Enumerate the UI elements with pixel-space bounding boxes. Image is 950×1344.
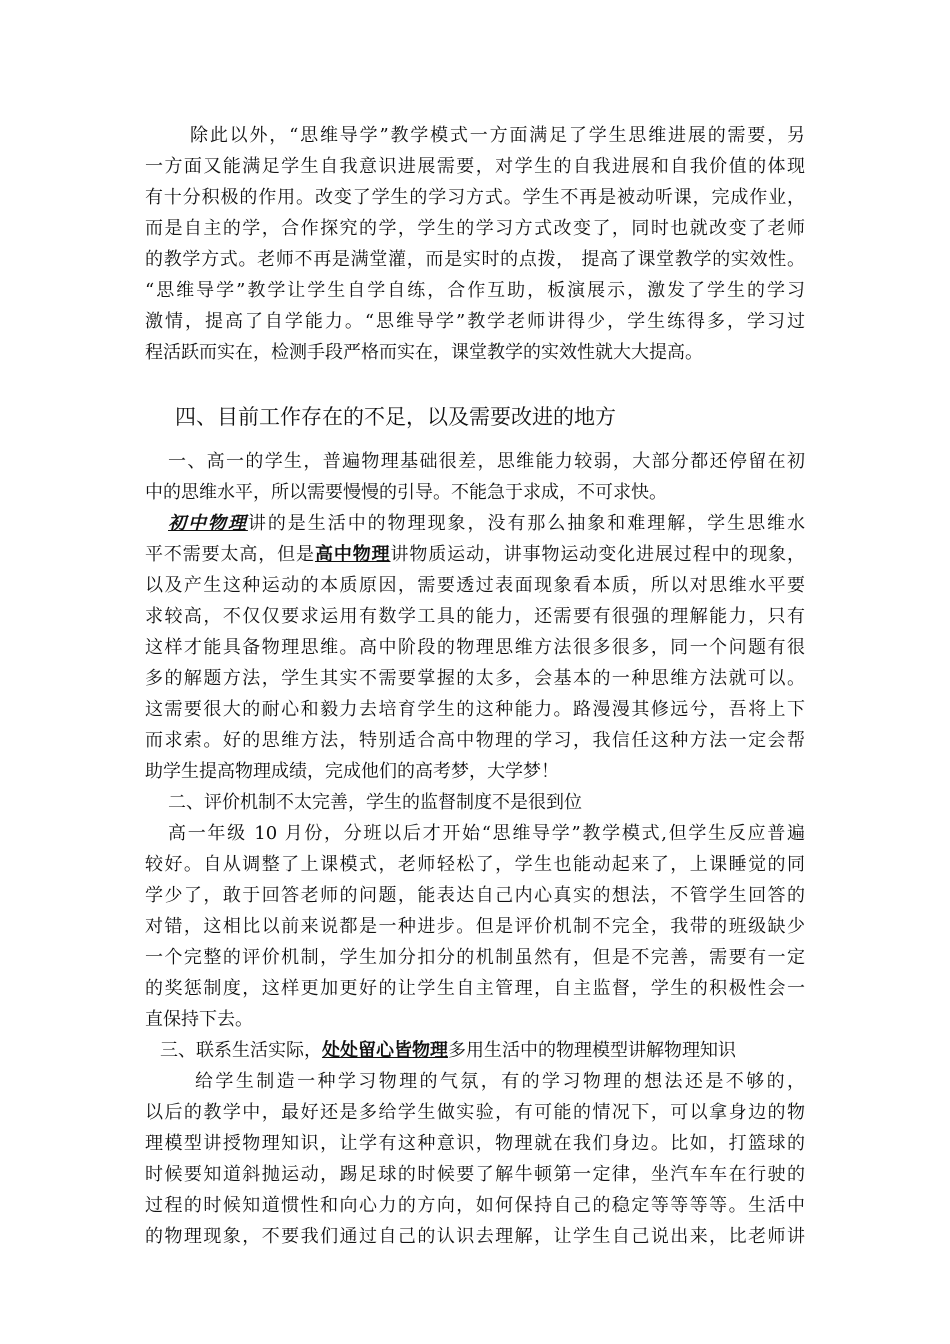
para-line: 直保持下去。: [145, 1009, 253, 1030]
para-line: 的教学方式。老师不再是满堂灌，而是实时的点拨， 提高了课堂教学的实效性。: [145, 249, 805, 270]
para-line: 求较高，不仅仅要求运用有数学工具的能力，还需要有很强的理解能力，只有: [145, 606, 805, 627]
para-line: 过程的时候知道惯性和向心力的方向，如何保持自己的稳定等等等等。生活中: [145, 1195, 805, 1216]
para-line: 初中物理讲的是生活中的物理现象，没有那么抽象和难理解，学生思维水: [168, 513, 806, 534]
para-line: 这需要很大的耐心和毅力去培育学生的这种能力。路漫漫其修远兮，吾将上下: [145, 699, 805, 720]
para-line: 程活跃而实在，检测手段严格而实在，课堂教学的实效性就大大提高。: [145, 342, 703, 363]
para-line: 一、高一的学生，普遍物理基础很差，思维能力较弱，大部分都还停留在初: [168, 451, 805, 472]
para-line: 给学生制造一种学习物理的气氛，有的学习物理的想法还是不够的，: [195, 1071, 805, 1092]
subsection-title: 二、评价机制不太完善，学生的监督制度不是很到位: [168, 792, 582, 813]
para-line: 对错，这相比以前来说都是一种进步。但是评价机制不完全，我带的班级缺少: [145, 916, 805, 937]
para-line: 中的思维水平，所以需要慢慢的引导。不能急于求成，不可求快。: [145, 482, 667, 503]
para-line: 以及产生这种运动的本质原因，需要透过表面现象看本质，所以对思维水平要: [145, 575, 805, 596]
para-line: 激情，提高了自学能力。“思维导学”教学老师讲得少，学生练得多，学习过: [145, 311, 805, 332]
para-line: 除此以外，“思维导学”教学模式一方面满足了学生思维进展的需要，另: [190, 125, 805, 146]
underlined-term: 高中物理: [314, 544, 391, 565]
underlined-term: 初中物理: [168, 513, 248, 534]
para-line: 多的解题方法，学生其实不需要掌握的太多，会基本的一种思维方法就可以。: [145, 668, 805, 689]
para-line: 高一年级 10 月份，分班以后才开始“思维导学”教学模式,但学生反应普遍: [168, 823, 805, 844]
para-line: 时候要知道斜抛运动，踢足球的时候要了解牛顿第一定律，坐汽车车在行驶的: [145, 1164, 805, 1185]
para-line: 而求索。好的思维方法，特别适合高中物理的学习，我信任这种方法一定会帮: [145, 730, 805, 751]
para-line: 这样才能具备物理思维。高中阶段的物理思维方法很多很多，同一个问题有很: [145, 637, 805, 658]
para-line: 平不需要太高，但是高中物理讲物质运动，讲事物运动变化进展过程中的现象，: [145, 544, 806, 565]
para-line: 有十分积极的作用。改变了学生的学习方式。学生不再是被动听课，完成作业，: [145, 187, 805, 208]
para-line: 一个完整的评价机制，学生加分扣分的机制虽然有，但是不完善，需要有一定: [145, 947, 805, 968]
para-line: 较好。自从调整了上课模式，老师轻松了，学生也能动起来了，上课睡觉的同: [145, 854, 805, 875]
para-line: 以后的教学中，最好还是多给学生做实验，有可能的情况下，可以拿身边的物: [145, 1102, 805, 1123]
para-line: 理模型讲授物理知识，让学有这种意识，物理就在我们身边。比如，打篮球的: [145, 1133, 805, 1154]
underlined-term: 处处留心皆物理: [322, 1040, 448, 1061]
subsection-title: 三、联系生活实际，处处留心皆物理多用生活中的物理模型讲解物理知识: [160, 1040, 736, 1061]
para-line: 的奖惩制度，这样更加更好的让学生自主管理，自主监督，学生的积极性会一: [145, 978, 805, 999]
section-heading: 四、目前工作存在的不足，以及需要改进的地方: [175, 405, 616, 429]
para-line: 的物理现象，不要我们通过自己的认识去理解，让学生自己说出来，比老师讲: [145, 1226, 805, 1247]
para-line: 一方面又能满足学生自我意识进展需要，对学生的自我进展和自我价值的体现: [145, 156, 805, 177]
para-line: 而是自主的学，合作探究的学，学生的学习方式改变了，同时也就改变了老师: [145, 218, 805, 239]
para-line: “思维导学”教学让学生自学自练，合作互助，板演展示，激发了学生的学习: [145, 280, 805, 301]
para-line: 学少了，敢于回答老师的问题，能表达自己内心真实的想法，不管学生回答的: [145, 885, 805, 906]
para-line: 助学生提高物理成绩，完成他们的高考梦，大学梦！: [145, 761, 559, 782]
